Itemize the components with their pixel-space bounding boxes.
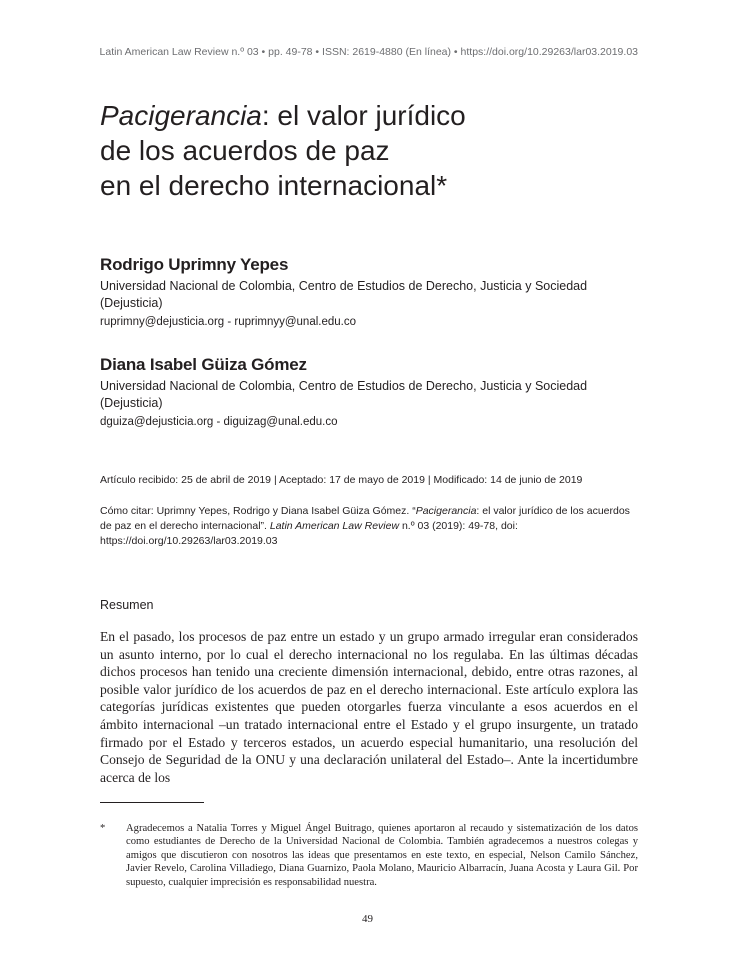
cite-title-italic: Pacigerancia bbox=[415, 505, 477, 517]
running-header: Latin American Law Review n.º 03 • pp. 49-78 • ISSN: 2619-4880 (En línea) • https://doi.org/10.29263/lar03.2019.03 bbox=[99, 46, 638, 58]
author-name: Rodrigo Uprimny Yepes bbox=[100, 255, 289, 274]
title-italic-term: Pacigerancia bbox=[100, 100, 262, 131]
article-dates: Artículo recibido: 25 de abril de 2019 | Aceptado: 17 de mayo de 2019 | Modificado: 14 de junio de 2019 bbox=[100, 474, 583, 486]
how-to-cite bbox=[100, 504, 640, 549]
title-line-1-rest: : el valor jurídico bbox=[261, 100, 466, 131]
author-block-2 bbox=[100, 354, 640, 430]
author-emails: ruprimny@dejusticia.org - ruprimnyy@unal.edu.co bbox=[100, 316, 357, 328]
footnote-divider bbox=[100, 802, 204, 803]
page-number: 49 bbox=[362, 913, 373, 925]
footnote bbox=[100, 822, 638, 889]
footnote-text: Agradecemos a Natalia Torres y Miguel Ángel Buitrago, quienes aportaron al recaudo y sistematización de los datos como estudiantes de Derecho de la Universidad Nacional de Colombia. También agradecemos a nuestros colegas y amigos que discutieron con nosotros las ideas que presentamos en este texto, en especial, Nelson Camilo Sánchez, Javier Revelo, Carolina Villadiego, Diana Guarnizo, Paola Molano, Mauricio Albarracín, Juana Acosta y Laura Gil. Por supuesto, cualquier imprecisión es responsabilidad nuestra. bbox=[126, 823, 638, 888]
abstract-heading: Resumen bbox=[100, 598, 154, 612]
author-emails: dguiza@dejusticia.org - diguizag@unal.edu.co bbox=[100, 416, 338, 428]
abstract-text: En el pasado, los procesos de paz entre un estado y un grupo armado irregular eran considerados un asunto interno, por lo cual el derecho internacional no los regulaba. En las últimas décadas dichos procesos han tenido una creciente dimensión internacional, debido, entre otras razones, al posible valor jurídico de los acuerdos de paz en el derecho internacional. Este artículo explora las categorías jurídicas existentes que pueden otorgarles fuerza vinculante a esos acuerdos en el ámbito internacional –un tratado internacional entre el Estado y el grupo insurgente, un tratado firmado por el Estado y terceros estados, un acuerdo especial humanitario, una resolución del Consejo de Seguridad de la ONU y una declaración unilateral del Estado–. Ante la incertidumbre acerca de los bbox=[100, 629, 638, 785]
article-title bbox=[100, 98, 620, 203]
author-block-1 bbox=[100, 254, 640, 330]
author-affiliation: Universidad Nacional de Colombia, Centro de Estudios de Derecho, Justicia y Sociedad (Dejusticia) bbox=[100, 379, 588, 410]
title-line-2: de los acuerdos de paz bbox=[100, 135, 390, 166]
title-line-3: en el derecho internacional* bbox=[100, 170, 448, 201]
author-name: Diana Isabel Güiza Gómez bbox=[100, 355, 307, 374]
cite-journal-italic: Latin American Law Review bbox=[269, 520, 400, 532]
cite-prefix: Cómo citar: Uprimny Yepes, Rodrigo y Diana Isabel Güiza Gómez. “ bbox=[100, 505, 416, 517]
cite-mid: : el valor jurídico de los acuerdos de paz en el derecho internacional”. bbox=[100, 505, 630, 532]
cite-suffix: n.º 03 (2019): 49-78, doi: https://doi.org/10.29263/lar03.2019.03 bbox=[100, 520, 518, 547]
footnote-mark: * bbox=[100, 823, 106, 834]
title-line-1 bbox=[100, 98, 620, 133]
author-affiliation: Universidad Nacional de Colombia, Centro de Estudios de Derecho, Justicia y Sociedad (Dejusticia) bbox=[100, 279, 588, 310]
